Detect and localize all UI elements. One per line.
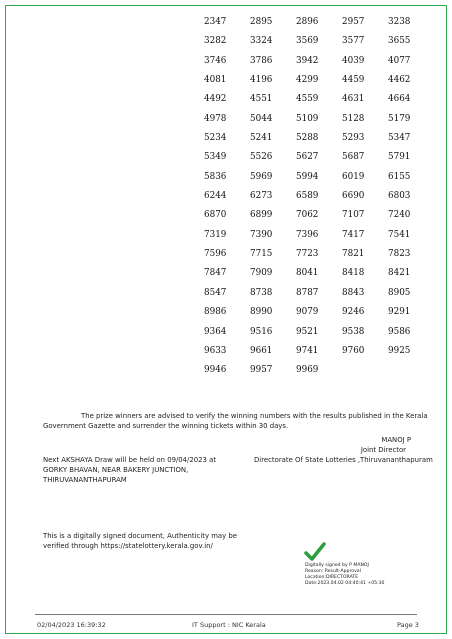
winning-number: 4077 (388, 55, 411, 66)
winning-number: 3746 (204, 55, 227, 66)
venue-line-1: GORKY BHAVAN, NEAR BAKERY JUNCTION, (43, 466, 189, 474)
disclaimer-line-2: verified through https://statelottery.kerala.gov.in/ (43, 542, 213, 550)
footer-support: IT Support : NIC Kerala (192, 621, 266, 629)
winning-number: 2896 (296, 17, 319, 27)
winning-number: 8990 (250, 307, 273, 318)
winning-number: 5109 (296, 113, 319, 124)
winning-number: 6019 (342, 171, 365, 182)
winning-number: 4459 (342, 75, 365, 86)
winning-number: 7417 (342, 229, 365, 240)
winning-number: 5128 (342, 113, 365, 124)
winning-number: 6273 (250, 191, 273, 202)
winning-number: 5179 (388, 113, 411, 124)
winning-number: 5349 (204, 152, 227, 163)
winning-numbers-grid (204, 17, 434, 385)
winning-number: 9521 (296, 326, 319, 337)
winning-number: 6155 (388, 171, 411, 182)
winning-number: 5241 (250, 133, 273, 144)
winning-number: 7390 (250, 229, 273, 240)
winning-number: 9516 (250, 326, 273, 337)
winning-number: 9586 (388, 326, 411, 337)
signatory-name: MANOJ P (381, 436, 411, 444)
winning-number: 4299 (296, 75, 319, 86)
winning-number: 9969 (296, 365, 319, 376)
winning-number: 9291 (388, 307, 411, 318)
winning-number: 5234 (204, 133, 227, 144)
winning-number: 7847 (204, 268, 227, 279)
winning-number: 9760 (342, 345, 365, 356)
winning-number: 6803 (388, 191, 411, 202)
winning-number: 8905 (388, 287, 411, 298)
winning-number: 6870 (204, 210, 227, 221)
winning-number (388, 365, 434, 384)
winning-number: 2957 (342, 17, 365, 27)
winning-number: 6690 (342, 191, 365, 202)
winning-number: 4559 (296, 94, 319, 105)
winning-number: 6244 (204, 191, 227, 202)
footer-timestamp: 02/04/2023 16:39:32 (37, 621, 106, 629)
winning-number: 9246 (342, 307, 365, 318)
signature-date: Date:2023.04.02 04:40:41 +05:30 (305, 581, 385, 586)
winning-number: 4551 (250, 94, 273, 105)
winning-number: 5044 (250, 113, 273, 124)
winning-number: 6589 (296, 191, 319, 202)
winning-number: 8787 (296, 287, 319, 298)
winning-number: 3577 (342, 36, 365, 47)
winning-number: 2347 (204, 17, 227, 27)
winning-number: 3282 (204, 36, 227, 47)
winning-number: 5791 (388, 152, 411, 163)
winning-number: 6899 (250, 210, 273, 221)
winning-number: 3942 (296, 55, 319, 66)
winning-number (342, 365, 388, 384)
signature-location: Location:DIRECTORATE (305, 575, 359, 580)
winning-number: 5627 (296, 152, 319, 163)
winning-number: 9661 (250, 345, 273, 356)
winning-number: 4978 (204, 113, 227, 124)
winning-number: 3786 (250, 55, 273, 66)
winning-number: 9946 (204, 365, 227, 376)
winning-number: 9364 (204, 326, 227, 337)
signature-reason: Reason: Result-Approval (305, 569, 361, 574)
signatory-title: Joint Director (360, 446, 406, 454)
winning-number: 5293 (342, 133, 365, 144)
winning-number: 5687 (342, 152, 365, 163)
winning-number: 8041 (296, 268, 319, 279)
winning-number: 8986 (204, 307, 227, 318)
winning-number: 3655 (388, 36, 411, 47)
winning-number: 9741 (296, 345, 319, 356)
winning-number: 3324 (250, 36, 273, 47)
winning-number: 5288 (296, 133, 319, 144)
winning-number: 4081 (204, 75, 227, 86)
winning-number: 5969 (250, 171, 273, 182)
winning-number: 8843 (342, 287, 365, 298)
winning-number: 4039 (342, 55, 365, 66)
winning-number: 9079 (296, 307, 319, 318)
notice-line-1: The prize winners are advised to verify the winning numbers with the results published in the Kerala (81, 412, 428, 420)
winning-number: 5347 (388, 133, 411, 144)
winning-number: 7396 (296, 229, 319, 240)
winning-number: 4492 (204, 94, 227, 105)
winning-number: 7596 (204, 249, 227, 260)
winning-number: 2895 (250, 17, 273, 27)
checkmark-icon (304, 541, 326, 563)
winning-number: 8547 (204, 287, 227, 298)
winning-number: 7715 (250, 249, 273, 260)
signature-signer: Digitally signed by P MANOJ (305, 563, 369, 568)
winning-number: 7240 (388, 210, 411, 221)
winning-number: 7319 (204, 229, 227, 240)
footer-page-number: Page 3 (397, 621, 419, 629)
winning-number: 9538 (342, 326, 365, 337)
winning-number: 7062 (296, 210, 319, 221)
winning-number: 9633 (204, 345, 227, 356)
winning-number: 4196 (250, 75, 273, 86)
winning-number: 7107 (342, 210, 365, 221)
notice-line-2: Government Gazette and surrender the winning tickets within 30 days. (43, 422, 289, 430)
winning-number: 9925 (388, 345, 411, 356)
winning-number: 7823 (388, 249, 411, 260)
winning-number: 8418 (342, 268, 365, 279)
winning-number: 3569 (296, 36, 319, 47)
winning-number: 3238 (388, 17, 411, 27)
venue-line-2: THIRUVANANTHAPURAM (43, 476, 127, 484)
signatory-department: Directorate Of State Lotteries ,Thiruvananthapuram (254, 456, 433, 464)
winning-number: 7821 (342, 249, 365, 260)
winning-number: 4631 (342, 94, 365, 105)
winning-number: 4462 (388, 75, 411, 86)
winning-number: 9957 (250, 365, 273, 376)
winning-number: 8738 (250, 287, 273, 298)
winning-number: 8421 (388, 268, 411, 279)
winning-number: 5526 (250, 152, 273, 163)
winning-number: 5836 (204, 171, 227, 182)
next-draw-text: Next AKSHAYA Draw will be held on 09/04/2023 at (43, 456, 217, 464)
winning-number: 7723 (296, 249, 319, 260)
winning-number: 4664 (388, 94, 411, 105)
winning-number: 7909 (250, 268, 273, 279)
winning-number: 5994 (296, 171, 319, 182)
digital-signature-block (305, 563, 384, 587)
footer-divider (35, 614, 417, 615)
disclaimer-line-1: This is a digitally signed document, Authenticity may be (43, 532, 238, 540)
winning-number: 7541 (388, 229, 411, 240)
